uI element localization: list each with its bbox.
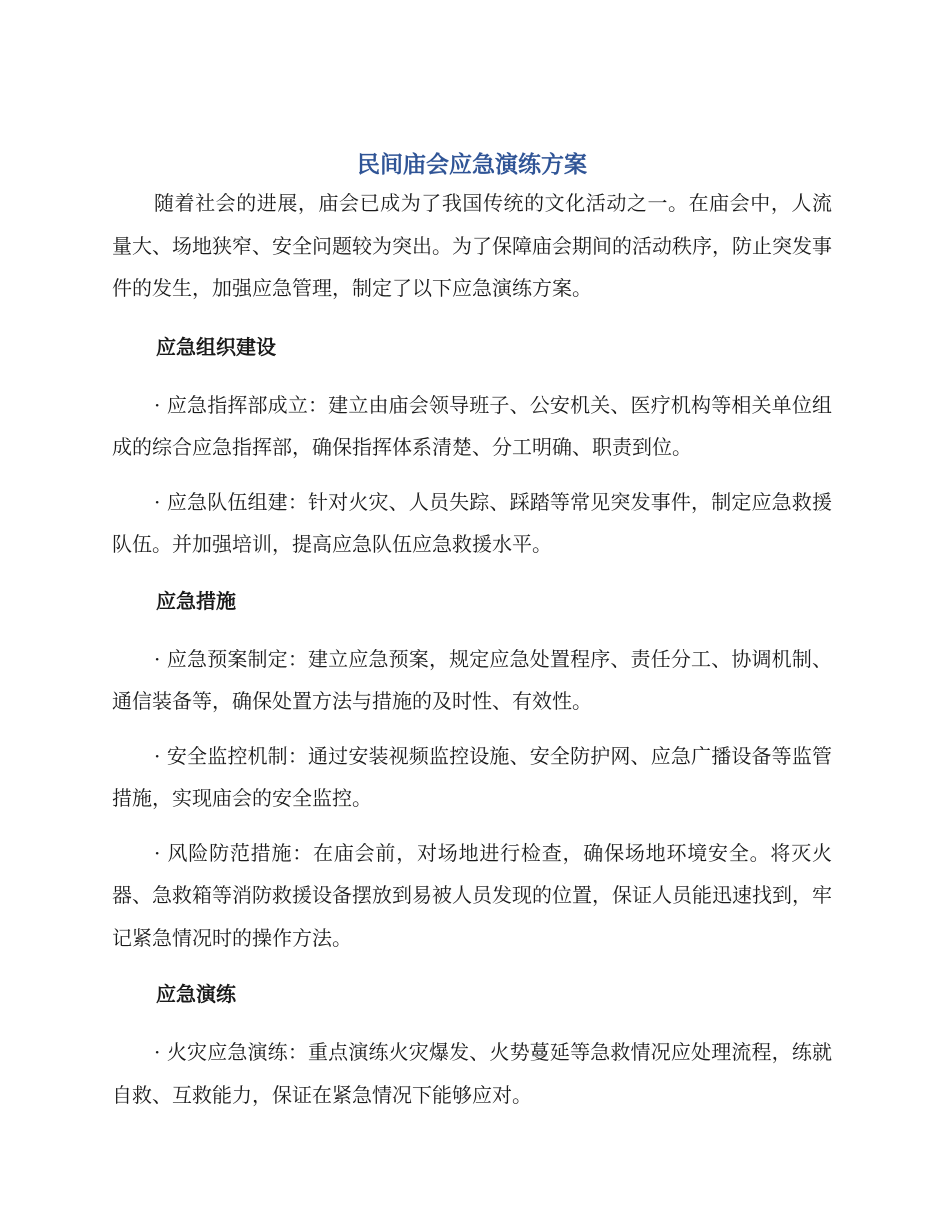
section-heading-organization: 应急组织建设 [156,334,276,359]
intro-paragraph: 随着社会的进展，庙会已成为了我国传统的文化活动之一。在庙会中，人流量大、场地狭窄、安全问题较为突出。为了保障庙会期间的活动秩序，防止突发事件的发生，加强应急管理，制定了以下应急演练方案。 [112,191,832,300]
document-page [112,148,832,1116]
document-title: 民间庙会应急演练方案 [357,152,587,178]
bullet-paragraph: · 安全监控机制：通过安装视频监控设施、安全防护网、应急广播设备等监管措施，实现庙会的安全监控。 [112,743,832,810]
bullet-paragraph: · 应急预案制定：建立应急预案，规定应急处置程序、责任分工、协调机制、通信装备等，确保处置方法与措施的及时性、有效性。 [112,646,832,713]
bullet-paragraph: · 应急队伍组建：针对火灾、人员失踪、踩踏等常见突发事件，制定应急救援队伍。并加强培训，提高应急队伍应急救援水平。 [112,489,832,556]
bullet-paragraph: · 风险防范措施：在庙会前，对场地进行检查，确保场地环境安全。将灭火器、急救箱等消防救援设备摆放到易被人员发现的位置，保证人员能迅速找到，牢记紧急情况时的操作方法。 [112,840,832,950]
bullet-paragraph: · 应急指挥部成立：建立由庙会领导班子、公安机关、医疗机构等相关单位组成的综合应急指挥部，确保指挥体系清楚、分工明确、职责到位。 [112,392,832,459]
bullet-paragraph: · 火灾应急演练：重点演练火灾爆发、火势蔓延等急救情况应处理流程，练就自救、互救能力，保证在紧急情况下能够应对。 [112,1040,832,1107]
section-heading-measures: 应急措施 [156,588,236,613]
section-heading-drills: 应急演练 [156,982,236,1006]
